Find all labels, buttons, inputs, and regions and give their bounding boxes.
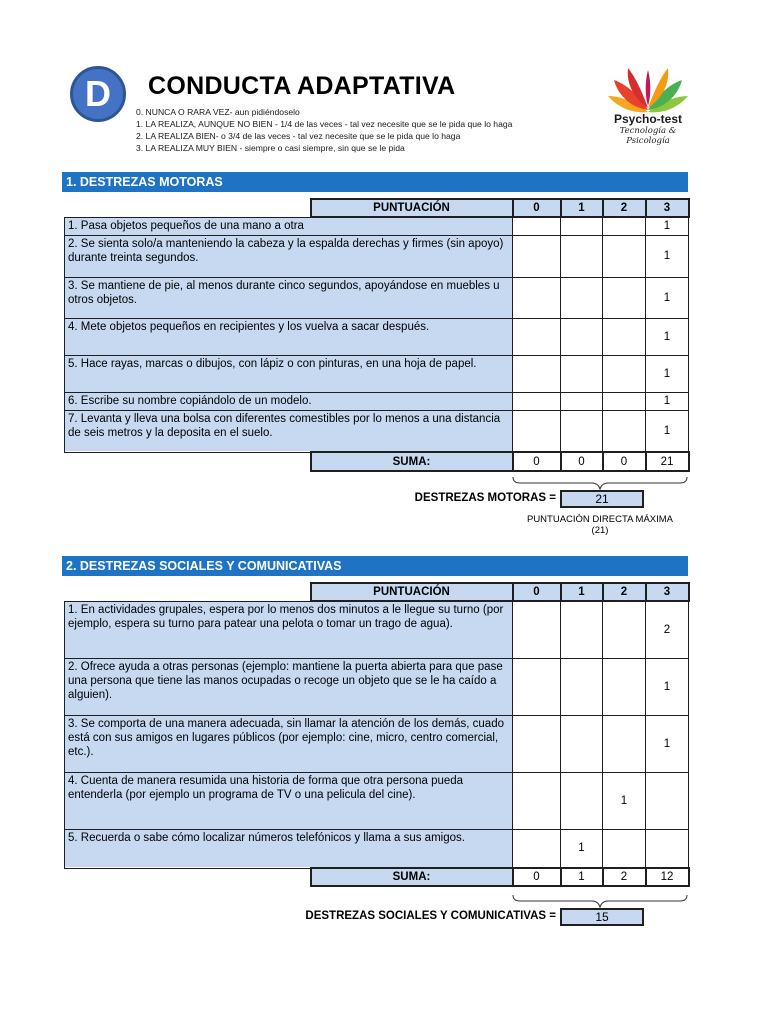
item-text: 7. Levanta y lleva una bolsa con diferentes comestibles por lo menos a una distancia de seis metros y la deposita en el suelo. <box>65 410 513 452</box>
sum-label: SUMA: <box>311 452 513 471</box>
score-cell[interactable]: 1 <box>561 829 603 868</box>
item-text: 3. Se mantiene de pie, al menos durante cinco segundos, apoyándose en muebles u otros objetos. <box>65 277 513 318</box>
sum-cell: 1 <box>561 868 603 886</box>
score-cell[interactable] <box>603 318 646 355</box>
score-cell[interactable] <box>561 277 603 318</box>
sum-row <box>65 452 689 471</box>
score-cell[interactable]: 1 <box>646 355 689 392</box>
item-text: 3. Se comporta de una manera adecuada, sin llamar la atención de los demás, cuado está con sus amigos en lugares públicos (por ejemplo: cine, micro, centro comercial, etc.). <box>65 715 513 772</box>
legend-line-2: 2. LA REALIZA BIEN- o 3/4 de las veces - tal vez necesite que se le pida que lo haga <box>136 131 461 141</box>
score-cell[interactable] <box>513 658 561 715</box>
section-title-motor: 1. DESTREZAS MOTORAS <box>62 172 688 192</box>
score-cell[interactable] <box>561 235 603 277</box>
score-cell[interactable] <box>603 217 646 235</box>
leaf-flower-icon <box>606 66 690 114</box>
score-cell[interactable] <box>561 392 603 410</box>
page-title: CONDUCTA ADAPTATIVA <box>148 72 456 100</box>
table-row <box>65 277 689 318</box>
motor-total-value: 21 <box>560 490 644 508</box>
score-cell[interactable] <box>603 355 646 392</box>
col-2: 2 <box>603 583 646 601</box>
score-cell[interactable]: 1 <box>603 772 646 829</box>
score-cell[interactable] <box>513 772 561 829</box>
table-row <box>65 392 689 410</box>
col-0: 0 <box>513 583 561 601</box>
table-header-row <box>65 199 689 217</box>
item-text: 5. Hace rayas, marcas o dibujos, con lápiz o con pinturas, en una hoja de papel. <box>65 355 513 392</box>
score-cell[interactable] <box>603 235 646 277</box>
score-cell[interactable]: 1 <box>646 318 689 355</box>
max-score-note <box>510 514 690 536</box>
score-cell[interactable] <box>513 410 561 452</box>
score-cell[interactable] <box>603 658 646 715</box>
col-1: 1 <box>561 583 603 601</box>
psycho-test-logo <box>598 66 698 150</box>
score-cell[interactable] <box>561 355 603 392</box>
score-cell[interactable]: 1 <box>646 410 689 452</box>
table-row <box>65 715 689 772</box>
score-header: PUNTUACIÓN <box>311 199 513 217</box>
score-cell[interactable] <box>561 217 603 235</box>
scoring-legend <box>136 106 512 154</box>
score-cell[interactable]: 1 <box>646 658 689 715</box>
score-cell[interactable] <box>513 355 561 392</box>
score-cell[interactable] <box>603 715 646 772</box>
table-row <box>65 235 689 277</box>
legend-line-1: 1. LA REALIZA, AUNQUE NO BIEN - 1/4 de las veces - tal vez necesite que se le pida que lo haga <box>136 119 513 129</box>
col-1: 1 <box>561 199 603 217</box>
score-cell[interactable] <box>513 392 561 410</box>
score-cell[interactable]: 1 <box>646 715 689 772</box>
table-row <box>65 601 689 658</box>
sum-row <box>65 868 689 886</box>
social-skills-table <box>64 582 690 887</box>
item-text: 2. Se sienta solo/a manteniendo la cabeza y la espalda derechas y firmes (sin apoyo) durante treinta segundos. <box>65 235 513 277</box>
item-text: 4. Mete objetos pequeños en recipientes y los vuelva a sacar después. <box>65 318 513 355</box>
score-header: PUNTUACIÓN <box>311 583 513 601</box>
sum-cell: 21 <box>646 452 689 471</box>
score-cell[interactable] <box>561 658 603 715</box>
col-3: 3 <box>646 583 689 601</box>
table-row <box>65 658 689 715</box>
section-title-social: 2. DESTREZAS SOCIALES Y COMUNICATIVAS <box>62 556 688 576</box>
table-header-row <box>65 583 689 601</box>
score-cell[interactable] <box>513 829 561 868</box>
score-cell[interactable]: 2 <box>646 601 689 658</box>
col-3: 3 <box>646 199 689 217</box>
item-text: 2. Ofrece ayuda a otras personas (ejemplo: mantiene la puerta abierta para que pase una persona que tiene las manos ocupadas o recoge un objeto que se le ha caído a alguien). <box>65 658 513 715</box>
table-row <box>65 410 689 452</box>
motor-total-label: DESTREZAS MOTORAS = <box>414 492 556 504</box>
item-text: 6. Escribe su nombre copiándolo de un modelo. <box>65 392 513 410</box>
table-row <box>65 355 689 392</box>
motor-skills-table <box>64 198 690 472</box>
score-cell[interactable] <box>513 217 561 235</box>
score-cell[interactable]: 1 <box>646 217 689 235</box>
score-cell[interactable] <box>646 829 689 868</box>
legend-line-0: 0. NUNCA O RARA VEZ- aun pidiéndoselo <box>136 107 300 117</box>
sum-cell: 0 <box>603 452 646 471</box>
max-score-value: (21) <box>591 525 609 536</box>
table-row <box>65 829 689 868</box>
score-cell[interactable] <box>513 715 561 772</box>
col-0: 0 <box>513 199 561 217</box>
col-2: 2 <box>603 199 646 217</box>
sum-cell: 2 <box>603 868 646 886</box>
legend-line-3: 3. LA REALIZA MUY BIEN - siempre o casi siempre, sin que se le pida <box>136 143 405 153</box>
sum-cell: 0 <box>513 452 561 471</box>
sum-label: SUMA: <box>311 868 513 886</box>
score-cell[interactable] <box>646 772 689 829</box>
score-cell[interactable]: 1 <box>646 235 689 277</box>
item-text: 4. Cuenta de manera resumida una historia de forma que otra persona pueda entenderla (por ejemplo un programa de TV o una pelicula del cine). <box>65 772 513 829</box>
score-cell[interactable] <box>561 772 603 829</box>
score-cell[interactable] <box>513 601 561 658</box>
score-cell[interactable] <box>513 318 561 355</box>
score-cell[interactable] <box>561 410 603 452</box>
score-cell[interactable] <box>603 410 646 452</box>
score-cell[interactable] <box>603 392 646 410</box>
max-score-label: PUNTUACIÓN DIRECTA MÁXIMA <box>526 514 674 525</box>
score-cell[interactable] <box>561 715 603 772</box>
table-row <box>65 318 689 355</box>
score-cell[interactable] <box>561 601 603 658</box>
score-cell[interactable] <box>513 277 561 318</box>
social-total-value: 15 <box>560 908 644 926</box>
score-cell[interactable] <box>513 235 561 277</box>
item-text: 1. En actividades grupales, espera por lo menos dos minutos a le llegue su turno (por ejemplo, espera su turno para patear una pelota o tomar un trago de agua). <box>65 601 513 658</box>
sum-cell: 0 <box>561 452 603 471</box>
score-cell[interactable] <box>603 829 646 868</box>
table-row <box>65 217 689 235</box>
item-text: 5. Recuerda o sabe cómo localizar números telefónicos y llama a sus amigos. <box>65 829 513 868</box>
score-cell[interactable]: 1 <box>646 277 689 318</box>
score-cell[interactable] <box>561 318 603 355</box>
social-total-label: DESTREZAS SOCIALES Y COMUNICATIVAS = <box>305 910 556 922</box>
logo-name: Psycho-test <box>613 112 683 126</box>
score-cell[interactable] <box>603 277 646 318</box>
section-letter-badge: D <box>70 66 126 122</box>
sum-cell: 12 <box>646 868 689 886</box>
table-row <box>65 772 689 829</box>
score-cell[interactable] <box>603 601 646 658</box>
item-text: 1. Pasa objetos pequeños de una mano a otra <box>65 217 513 235</box>
score-cell[interactable]: 1 <box>646 392 689 410</box>
sum-cell: 0 <box>513 868 561 886</box>
logo-tagline: Tecnología & Psicología <box>619 126 677 146</box>
